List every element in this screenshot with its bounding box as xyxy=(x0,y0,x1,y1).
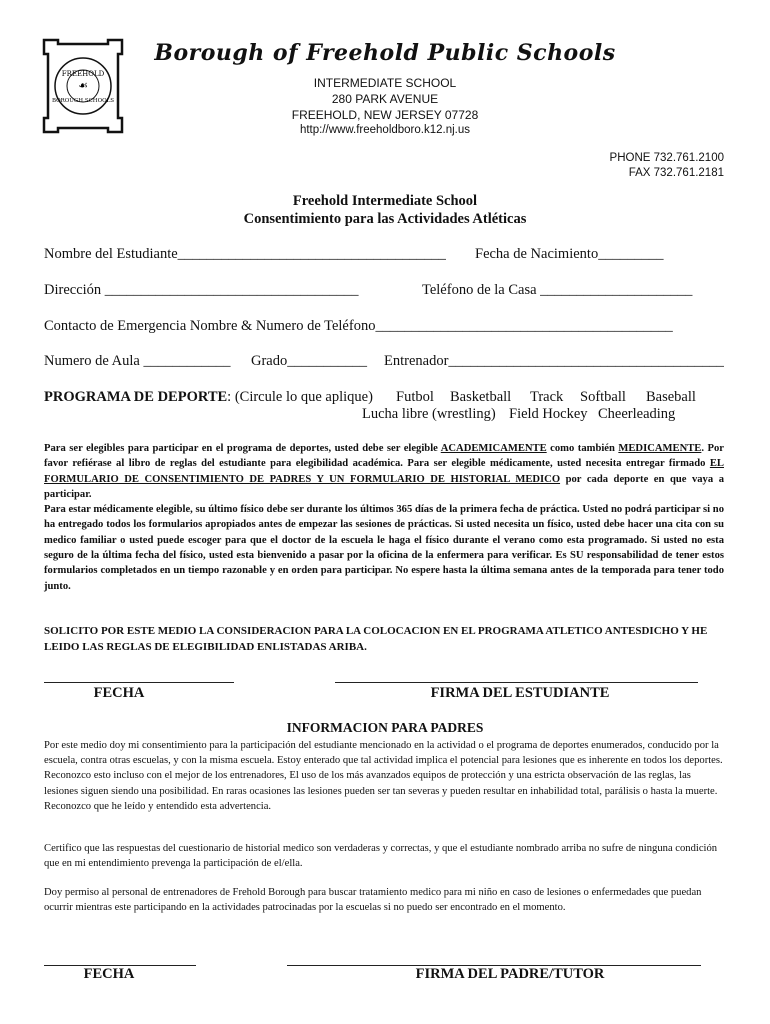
sport-basketball[interactable]: Basketball xyxy=(450,389,512,405)
student-name-field[interactable]: Nombre del Estudiante_____________________________________ xyxy=(44,246,446,262)
student-date-label: FECHA xyxy=(93,685,145,701)
eligibility-part: . Por favor refiérase al libro de reglas del estudiante para elegibilidad académica. Para ser elegible médicamente, usted necesita entregar firmado xyxy=(44,443,724,470)
school-name: Borough of Freehold Public Schools xyxy=(154,40,616,66)
solicit-statement: SOLICITO POR ESTE MEDIO LA CONSIDERACION PARA LA COLOCACION EN EL PROGRAMA ATLETICO ANTESDICHO Y HE LEIDO LAS REGLAS DE ELEGIBILIDAD ENLISTADAS ARIBA. xyxy=(44,625,708,653)
school-seal-logo xyxy=(40,36,126,136)
sport-softball[interactable]: Softball xyxy=(580,389,626,405)
sports-program-row xyxy=(44,389,373,406)
fax-number: FAX 732.761.2181 xyxy=(628,167,724,179)
medical-emphasis: MEDICAMENTE xyxy=(618,443,702,454)
address-line-3: FREEHOLD, NEW JERSEY 07728 xyxy=(291,108,479,122)
eligibility-part: por cada deporte en que vaya a participar. xyxy=(44,473,724,500)
eligibility-part: como también xyxy=(546,443,619,454)
sport-wrestling[interactable]: Lucha libre (wrestling) xyxy=(362,406,496,422)
emergency-contact-field[interactable]: Contacto de Emergencia Nombre & Numero de Teléfono_________________________________________ xyxy=(44,318,673,334)
home-phone-field[interactable]: Teléfono de la Casa _____________________ xyxy=(422,282,693,298)
parent-signature-label: FIRMA DEL PADRE/TUTOR xyxy=(415,966,605,982)
sport-futbol[interactable]: Futbol xyxy=(396,389,434,405)
logo-text-top: FREEHOLD xyxy=(61,70,105,78)
physical-exam-text: Para estar médicamente elegible, su último físico debe ser durante los últimos 365 días de la primera fecha de práctica. Usted no podrá participar si no ha entregado todos los formularios apropiados antes de empezar las sesiones de prácticas. Si usted necesita un físico, usted debe hacer una cita con su medico familiar o usted puede escoger para que el doctor de la escuela le haga el físico durante el verano como esta programado. Si usted no esta seguro de la última fecha del físico, usted esta bienvenido a pasar por la oficina de la enfermera para verificar. Es SU responsabilidad de tener estos formularios completados en un tiempo razonable y en orden para participar. No espere hasta la última semana antes de la temporada para tener todo junto. xyxy=(44,504,724,592)
sport-cheerleading[interactable]: Cheerleading xyxy=(598,406,676,422)
sport-field-hockey[interactable]: Field Hockey xyxy=(509,406,588,422)
homeroom-field[interactable]: Numero de Aula ____________ xyxy=(44,353,231,369)
grade-field[interactable]: Grado___________ xyxy=(251,353,367,369)
svg-text:☙: ☙ xyxy=(78,79,88,92)
sport-track[interactable]: Track xyxy=(530,389,564,405)
parent-consent-text: Por este medio doy mi consentimiento para la participación del estudiante mencionado en la actividad o el programa de deportes enumerados, conducido por la escuela, contra otras escuelas, y con la misma escuela. Estoy enterado que tal actividad implica el potencial para lesiones que es inherente en todos los deportes. Reconozco esto incluso con el mejor de los entrenadores, El uso de los más avanzados equipos de protección y una estricta observación de las reglas, las lesiones siguen siendo una posibilidad. En raras ocasiones las lesiones pueden ser tan severas y pueden resultar en inhabilidad total, parálisis o hasta la muerte. Reconozco que he leído y entendido esta advertencia. xyxy=(44,740,723,812)
forms-emphasis: EL FORMULARIO DE CONSENTIMIENTO DE PADRES Y UN FORMULARIO DE HISTORIAL MEDICO xyxy=(44,458,724,485)
form-title-consent: Consentimiento para las Actividades Atléticas xyxy=(243,211,527,227)
student-signature-line[interactable] xyxy=(335,682,698,683)
coach-field[interactable]: Entrenador______________________________________ xyxy=(384,353,724,369)
student-signature-label: FIRMA DEL ESTUDIANTE xyxy=(430,685,610,701)
program-label: PROGRAMA DE DEPORTE xyxy=(44,389,228,405)
treatment-permission-text: Doy permiso al personal de entrenadores de Frehold Borough para buscar tratamiento medico para mi niño en caso de lesiones o enfermedades que puedan ocurrir mientras este participando en la actividades patrocinadas por la escuelas si no puedo ser encontrado en el momento. xyxy=(44,887,702,914)
student-date-line[interactable] xyxy=(44,682,234,683)
phone-number: PHONE 732.761.2100 xyxy=(609,152,724,164)
parents-info-heading: INFORMACION PARA PADRES xyxy=(286,720,484,735)
parent-date-label: FECHA xyxy=(83,966,135,982)
address-line-2: 280 PARK AVENUE xyxy=(331,92,439,106)
program-hint: : (Circule lo que aplique) xyxy=(227,389,373,405)
address-line-1: INTERMEDIATE SCHOOL xyxy=(313,76,457,90)
academic-emphasis: ACADEMICAMENTE xyxy=(440,443,547,454)
medical-certification-text: Certifico que las respuestas del cuestionario de historial medico son verdaderas y correctas, y que el estudiante nombrado arriba no sufre de ninguna condición que en mi entendimiento prevenga la participación de el/ella. xyxy=(44,843,718,870)
eligibility-text xyxy=(44,441,724,594)
sport-baseball[interactable]: Baseball xyxy=(646,389,696,405)
logo-text-bottom: BOROUGH SCHOOLS xyxy=(51,98,115,104)
form-title-school: Freehold Intermediate School xyxy=(292,193,478,209)
eligibility-part: Para ser elegibles para participar en el programa de deportes, usted debe ser elegible xyxy=(44,443,441,454)
birth-date-field[interactable]: Fecha de Nacimiento_________ xyxy=(475,246,664,262)
website-link[interactable]: http://www.freeholdboro.k12.nj.us xyxy=(299,124,471,136)
address-field[interactable]: Dirección ___________________________________ xyxy=(44,282,359,298)
